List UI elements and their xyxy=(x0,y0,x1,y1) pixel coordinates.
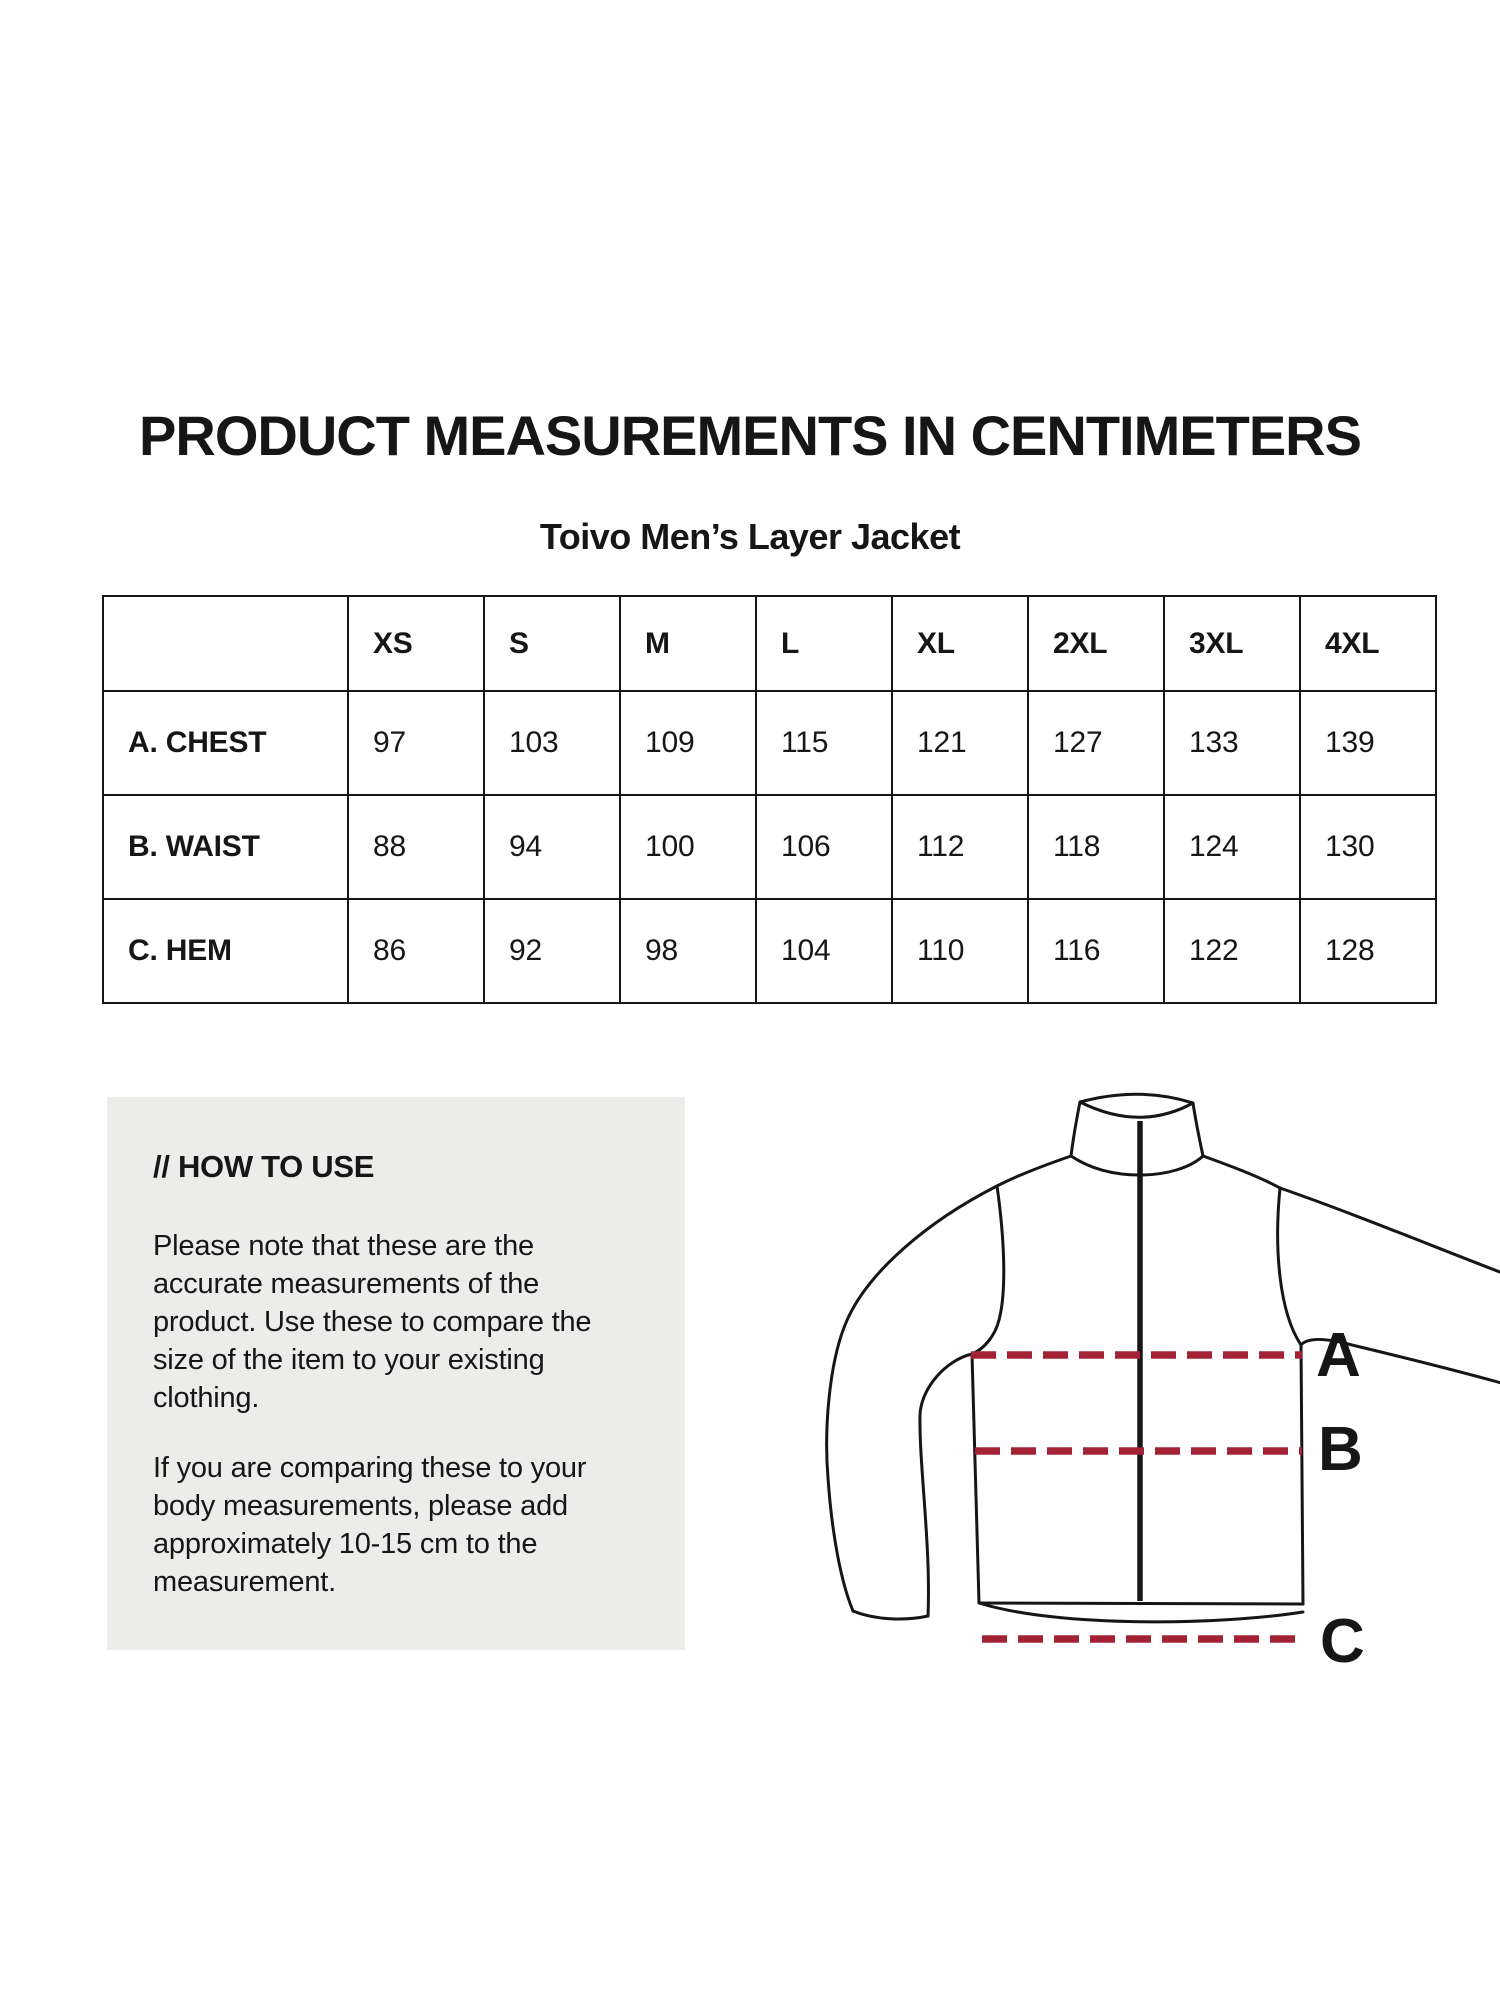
chest-value-l: 115 xyxy=(756,691,892,795)
waist-value-m: 100 xyxy=(620,795,756,899)
hem-under-curve xyxy=(979,1603,1303,1622)
chest-value-xl: 121 xyxy=(892,691,1028,795)
chest-value-2xl: 127 xyxy=(1028,691,1164,795)
table-row-hem xyxy=(103,899,1436,1003)
size-header-4xl: 4XL xyxy=(1300,596,1436,691)
collar-front-rim xyxy=(1080,1102,1193,1117)
left-armhole-seam xyxy=(972,1186,1004,1354)
collar-left-edge xyxy=(1071,1102,1080,1156)
hem-value-m: 98 xyxy=(620,899,756,1003)
collar-right-edge xyxy=(1193,1103,1203,1156)
left-sleeve-cuff xyxy=(853,1611,928,1619)
how-to-use-paragraph-2: If you are comparing these to your body measurements, please add approximately 10-15 cm to the measurement. xyxy=(153,1452,587,1598)
hem-label-c: C xyxy=(1320,1607,1365,1676)
hem-value-xs: 86 xyxy=(348,899,484,1003)
row-label-waist: B. WAIST xyxy=(103,795,348,899)
body-left-edge xyxy=(972,1354,979,1603)
chest-value-3xl: 133 xyxy=(1164,691,1300,795)
table-row-waist xyxy=(103,795,1436,899)
jacket-measurement-diagram xyxy=(790,1060,1500,1700)
table-row-chest xyxy=(103,691,1436,795)
collar-back-rim xyxy=(1080,1094,1193,1103)
right-shoulder xyxy=(1203,1156,1280,1188)
hem-line xyxy=(979,1603,1303,1604)
chest-label-a: A xyxy=(1316,1321,1361,1390)
hem-value-4xl: 128 xyxy=(1300,899,1436,1003)
hem-value-s: 92 xyxy=(484,899,620,1003)
size-header-2xl: 2XL xyxy=(1028,596,1164,691)
hem-value-3xl: 122 xyxy=(1164,899,1300,1003)
left-sleeve-outer-edge xyxy=(827,1186,997,1611)
chest-value-4xl: 139 xyxy=(1300,691,1436,795)
waist-value-xl: 112 xyxy=(892,795,1028,899)
row-label-chest: A. CHEST xyxy=(103,691,348,795)
waist-value-xs: 88 xyxy=(348,795,484,899)
how-to-use-paragraph-1: Please note that these are the accurate measurements of the product. Use these to compare the size of the item to your existing clothing. xyxy=(153,1230,592,1414)
how-to-use-heading: // HOW TO USE xyxy=(153,1149,375,1184)
size-header-m: M xyxy=(620,596,756,691)
waist-value-3xl: 124 xyxy=(1164,795,1300,899)
collar-bottom-seam xyxy=(1071,1156,1203,1175)
right-sleeve-top-edge xyxy=(1280,1188,1500,1274)
hem-value-2xl: 116 xyxy=(1028,899,1164,1003)
waist-label-b: B xyxy=(1318,1415,1363,1484)
hem-value-l: 104 xyxy=(756,899,892,1003)
size-table xyxy=(102,595,1437,1004)
waist-value-4xl: 130 xyxy=(1300,795,1436,899)
waist-value-l: 106 xyxy=(756,795,892,899)
waist-value-2xl: 118 xyxy=(1028,795,1164,899)
size-header-xs: XS xyxy=(348,596,484,691)
chest-value-xs: 97 xyxy=(348,691,484,795)
corner-cell xyxy=(103,596,348,691)
body-right-edge xyxy=(1301,1345,1303,1604)
chest-value-m: 109 xyxy=(620,691,756,795)
row-label-hem: C. HEM xyxy=(103,899,348,1003)
size-header-l: L xyxy=(756,596,892,691)
right-armhole-seam xyxy=(1278,1188,1301,1345)
how-to-use-panel xyxy=(107,1097,685,1650)
size-header-xl: XL xyxy=(892,596,1028,691)
left-shoulder xyxy=(997,1156,1071,1186)
page-title: PRODUCT MEASUREMENTS IN CENTIMETERS xyxy=(139,404,1361,467)
hem-value-xl: 110 xyxy=(892,899,1028,1003)
left-sleeve-inner-edge xyxy=(920,1354,972,1616)
chest-value-s: 103 xyxy=(484,691,620,795)
jacket-diagram-svg xyxy=(790,1060,1500,1700)
product-name-subtitle: Toivo Men’s Layer Jacket xyxy=(539,516,961,557)
waist-value-s: 94 xyxy=(484,795,620,899)
size-header-s: S xyxy=(484,596,620,691)
size-header-3xl: 3XL xyxy=(1164,596,1300,691)
size-table-header-row xyxy=(103,596,1436,691)
